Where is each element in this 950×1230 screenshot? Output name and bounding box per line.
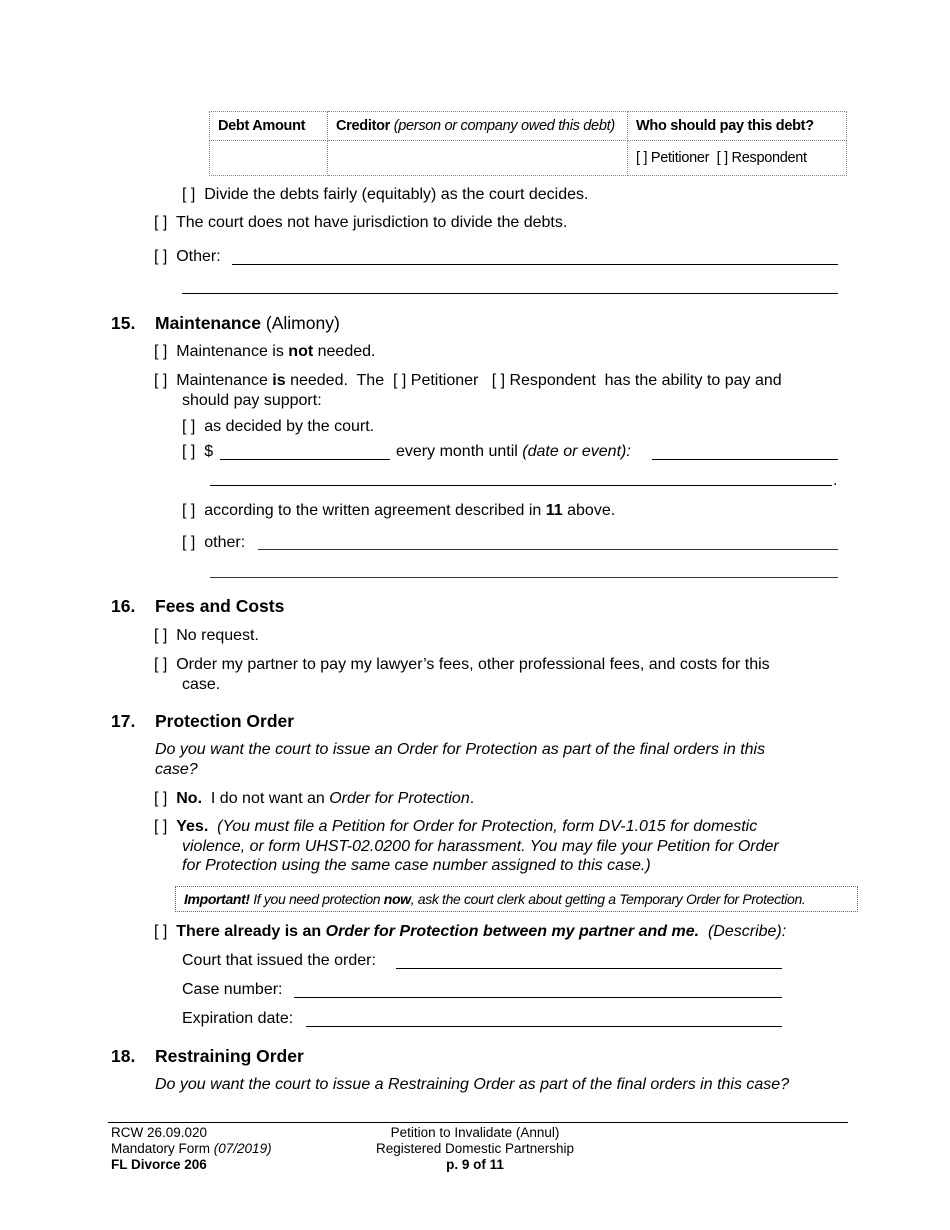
section-15-number: 15. [111, 313, 136, 333]
expiration-date-label: Expiration date: [182, 1010, 294, 1027]
court-issued-label: Court that issued the order: [182, 952, 376, 969]
maintenance-other-option[interactable]: [ ] other: [182, 534, 246, 551]
important-notice: Important! If you need protection now, ask the court clerk about getting a Temporary Order for Protection. [175, 886, 858, 912]
section-16-title: Fees and Costs [155, 596, 285, 616]
fees-order-partner-continued: case. [182, 676, 221, 693]
monthly-amount-option[interactable]: [ ] $ [182, 443, 214, 460]
footer-title-2: Registered Domestic Partnership [375, 1141, 575, 1156]
divide-debts-option[interactable]: [ ] Divide the debts fairly (equitably) as the court decides. [182, 186, 589, 203]
debts-other-line-2[interactable] [182, 293, 838, 294]
footer-left [111, 1125, 272, 1173]
debts-other-line[interactable] [232, 264, 838, 265]
protection-no-option[interactable]: [ ] No. I do not want an Order for Protection. [154, 790, 475, 807]
until-date-line-2[interactable] [210, 485, 832, 486]
creditor-header: Creditor (person or company owed this debt) [328, 112, 628, 141]
existing-protection-order-option[interactable]: [ ] There already is an Order for Protection between my partner and me. (Describe): [154, 923, 787, 940]
maintenance-other-line-2[interactable] [210, 577, 838, 578]
section-17-title: Protection Order [155, 711, 295, 731]
protection-question: Do you want the court to issue an Order for Protection as part of the final orders in this [155, 741, 766, 758]
every-month-until-label: every month until (date or event): [396, 443, 631, 460]
debt-amount-header: Debt Amount [210, 112, 328, 141]
footer-form-id: FL Divorce 206 [111, 1157, 207, 1172]
maintenance-needed-option[interactable]: [ ] Maintenance is needed. The [ ] Petitioner [ ] Respondent has the ability to pay and [154, 372, 782, 389]
footer-title-1: Petition to Invalidate (Annul) [390, 1125, 560, 1140]
case-number-label: Case number: [182, 981, 283, 998]
who-pays-cell [628, 141, 847, 176]
debts-other-option[interactable]: [ ] Other: [154, 248, 221, 265]
footer-page: p. 9 of 11 [446, 1157, 504, 1172]
protection-yes-option[interactable]: [ ] Yes. (You must file a Petition for Order for Protection, form DV-1.015 for domestic [154, 818, 758, 835]
footer-rcw: RCW 26.09.020 [111, 1125, 208, 1140]
respondent-checkbox[interactable]: [ ] Respondent [716, 150, 807, 166]
written-agreement-option[interactable]: [ ] according to the written agreement described in 11 above. [182, 502, 616, 519]
protection-yes-continued-1: violence, or form UHST-02.0200 for harassment. You may file your Petition for Order [182, 838, 779, 855]
footer-center [355, 1125, 595, 1173]
fees-order-partner-option[interactable]: [ ] Order my partner to pay my lawyer’s fees, other professional fees, and costs for this [154, 656, 770, 673]
fees-no-request-option[interactable]: [ ] No request. [154, 627, 259, 644]
section-16-number: 16. [111, 596, 136, 616]
petitioner-checkbox[interactable]: [ ] Petitioner [636, 150, 710, 166]
no-jurisdiction-option[interactable]: [ ] The court does not have jurisdiction to divide the debts. [154, 214, 568, 231]
as-decided-option[interactable]: [ ] as decided by the court. [182, 418, 375, 435]
section-15-title: Maintenance (Alimony) [155, 313, 340, 333]
footer-rule [108, 1122, 848, 1123]
protection-question-continued: case? [155, 761, 198, 778]
until-date-line[interactable] [652, 459, 838, 460]
case-number-line[interactable] [294, 997, 782, 998]
creditor-cell[interactable] [328, 141, 628, 176]
monthly-amount-line[interactable] [220, 459, 390, 460]
section-17-number: 17. [111, 711, 136, 731]
expiration-date-line[interactable] [306, 1026, 782, 1027]
maintenance-not-needed-option[interactable]: [ ] Maintenance is not needed. [154, 343, 376, 360]
period: . [833, 472, 838, 489]
maintenance-other-line[interactable] [258, 549, 838, 550]
section-18-title: Restraining Order [155, 1046, 304, 1066]
maintenance-needed-continued: should pay support: [182, 392, 322, 409]
restraining-question: Do you want the court to issue a Restraining Order as part of the final orders in this case? [155, 1076, 790, 1093]
who-pays-header: Who should pay this debt? [628, 112, 847, 141]
section-18-number: 18. [111, 1046, 136, 1066]
debt-table [209, 111, 847, 176]
court-issued-line[interactable] [396, 968, 782, 969]
footer-mandatory: Mandatory Form (07/2019) [111, 1141, 272, 1156]
protection-yes-continued-2: for Protection using the same case number assigned to this case.) [182, 857, 651, 874]
debt-amount-cell[interactable] [210, 141, 328, 176]
